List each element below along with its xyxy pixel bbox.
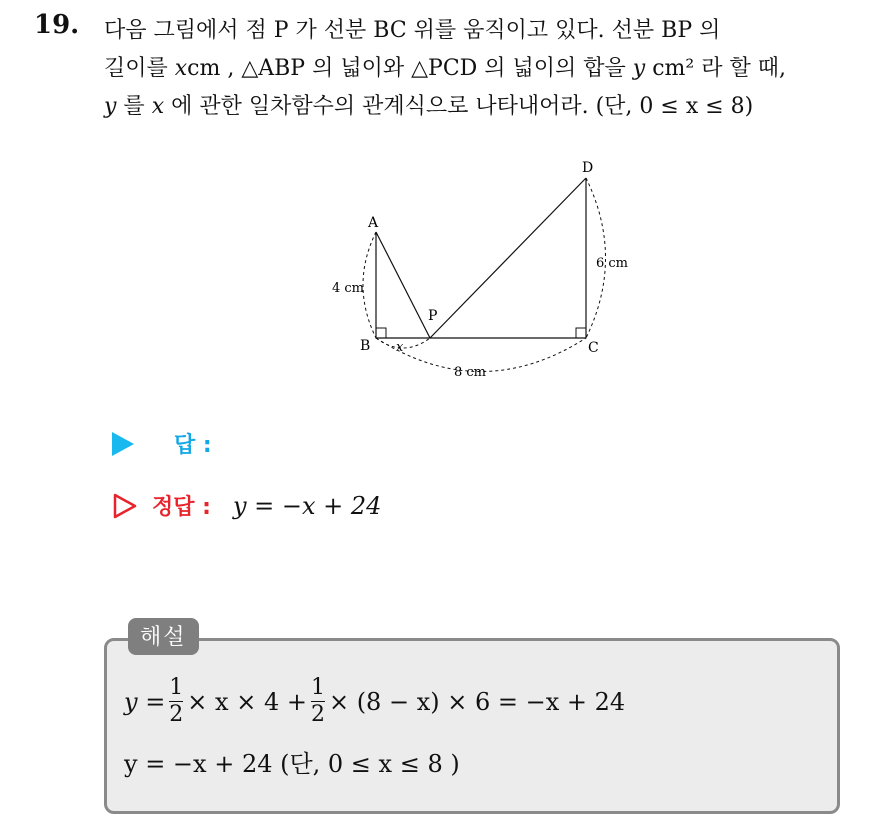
question-line-3a: 를	[116, 94, 152, 119]
right-angle-b	[376, 328, 386, 338]
dim-label-bp: x	[396, 340, 404, 355]
correct-answer-value: y = −x + 24	[232, 491, 382, 520]
solution-tag: 해설	[128, 618, 199, 655]
question-line-2	[104, 50, 874, 88]
answer-row	[112, 428, 212, 459]
question-line-2a: 길이를	[104, 56, 175, 81]
question-line-3b: 에 관한 일차함수의 관계식으로 나타내어라. (단, 0 ≤ x ≤ 8)	[164, 94, 754, 119]
dim-label-bc: 8 cm	[454, 365, 487, 380]
play-filled-icon	[112, 432, 134, 456]
question-number: 19.	[34, 10, 80, 40]
question-line-2c: cm² 라 할 때,	[645, 56, 786, 81]
fraction-2	[311, 676, 325, 727]
correct-answer-row	[112, 490, 381, 521]
fraction-2-numerator: 1	[310, 675, 325, 700]
segment-pd	[430, 178, 586, 338]
label-p: P	[428, 308, 438, 324]
solution-line-1	[124, 676, 625, 727]
dim-label-cd: 6 cm	[596, 256, 629, 271]
label-c: C	[588, 340, 599, 356]
solution-line-1-prefix: y =	[124, 687, 166, 716]
segment-ap	[376, 232, 430, 338]
var-y: y	[104, 94, 117, 119]
fraction-2-denominator: 2	[310, 702, 325, 727]
answer-label: 답 :	[174, 433, 212, 458]
dim-label-ab: 4 cm	[332, 281, 365, 296]
solution-line-1-mid: × x × 4 +	[187, 687, 307, 716]
geometry-figure	[320, 150, 650, 390]
label-b: B	[360, 338, 371, 354]
fraction-1	[169, 676, 183, 727]
fraction-1-numerator: 1	[169, 675, 184, 700]
right-angle-c	[576, 328, 586, 338]
play-outline-icon	[112, 493, 138, 519]
question-text	[104, 12, 874, 126]
fraction-1-denominator: 2	[169, 702, 184, 727]
dim-arc-ab	[363, 232, 376, 338]
solution-line-2: y = −x + 24 (단, 0 ≤ x ≤ 8 )	[124, 750, 460, 778]
question-line-2b: cm , △ABP 의 넓이와 △PCD 의 넓이의 합을	[187, 56, 633, 81]
question-line-1: 다음 그림에서 점 P 가 선분 BC 위를 움직이고 있다. 선분 BP 의	[104, 18, 721, 43]
solution-line-1-suffix: × (8 − x) × 6 = −x + 24	[328, 687, 626, 716]
correct-answer-label: 정답 :	[152, 495, 211, 520]
var-y: y	[632, 56, 646, 81]
label-d: D	[582, 160, 594, 176]
label-a: A	[368, 215, 379, 231]
question-line-3	[104, 88, 874, 126]
var-x: x	[174, 56, 188, 81]
var-x: x	[151, 94, 165, 119]
